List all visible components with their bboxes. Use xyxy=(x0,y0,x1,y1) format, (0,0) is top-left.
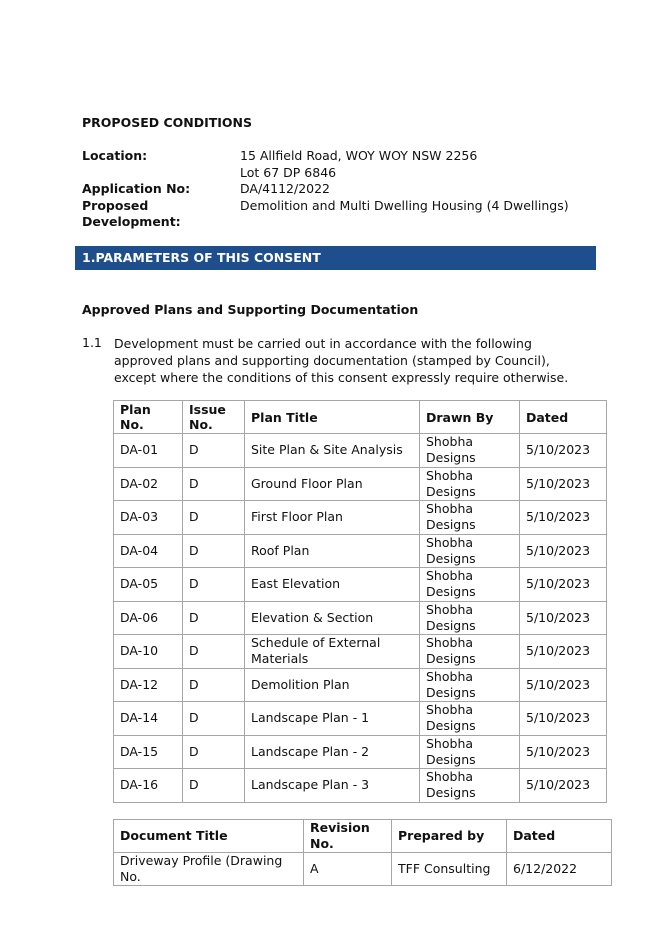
plan-number-cell: DA-01 xyxy=(114,434,183,468)
plan-number-cell: DA-03 xyxy=(114,501,183,535)
dated-cell: 5/10/2023 xyxy=(520,702,607,736)
drawn-by-cell: Shobha Designs xyxy=(420,568,520,602)
dated-cell: 5/10/2023 xyxy=(520,668,607,702)
dated-cell: 5/10/2023 xyxy=(520,635,607,669)
table-row xyxy=(114,568,607,602)
meta-label: Application No: xyxy=(82,181,191,196)
drawn-by-cell: Shobha Designs xyxy=(420,668,520,702)
drawn-by-cell: Shobha Designs xyxy=(420,534,520,568)
meta-row xyxy=(82,148,569,165)
plan-title-cell: Demolition Plan xyxy=(245,668,420,702)
issue-number-cell: D xyxy=(183,735,245,769)
plan-title-cell: Elevation & Section xyxy=(245,601,420,635)
meta-value: Demolition and Multi Dwelling Housing (4 Dwellings) xyxy=(240,197,569,213)
column-header: Prepared by xyxy=(392,820,507,853)
dated-cell: 5/10/2023 xyxy=(520,534,607,568)
table-header-row xyxy=(114,401,607,434)
column-header: Plan No. xyxy=(114,401,183,434)
drawn-by-cell: Shobha Designs xyxy=(420,769,520,803)
table-row xyxy=(114,601,607,635)
issue-number-cell: D xyxy=(183,467,245,501)
table-row xyxy=(114,635,607,669)
meta-row xyxy=(82,198,569,231)
issue-number-cell: D xyxy=(183,702,245,736)
issue-number-cell: D xyxy=(183,501,245,535)
drawn-by-cell: Shobha Designs xyxy=(420,735,520,769)
table-row xyxy=(114,434,607,468)
table-row xyxy=(114,769,607,803)
column-header: Revision No. xyxy=(304,820,392,853)
supporting-documents-table xyxy=(113,819,612,886)
table-body xyxy=(114,434,607,803)
plan-number-cell: DA-04 xyxy=(114,534,183,568)
issue-number-cell: D xyxy=(183,769,245,803)
dated-cell: 5/10/2023 xyxy=(520,568,607,602)
meta-value: Lot 67 DP 6846 xyxy=(240,164,337,180)
plan-number-cell: DA-15 xyxy=(114,735,183,769)
column-header: Dated xyxy=(507,820,612,853)
meta-label xyxy=(82,165,240,182)
table-row xyxy=(114,501,607,535)
table-body xyxy=(114,853,612,886)
meta-value: DA/4112/2022 xyxy=(240,181,331,196)
section-subheading: Approved Plans and Supporting Documentation xyxy=(82,302,419,317)
plan-title-cell: Schedule of External Materials xyxy=(245,635,420,669)
page-heading: PROPOSED CONDITIONS xyxy=(82,115,253,130)
plan-number-cell: DA-16 xyxy=(114,769,183,803)
dated-cell: 5/10/2023 xyxy=(520,601,607,635)
revision-number-cell: A xyxy=(304,853,392,886)
issue-number-cell: D xyxy=(183,601,245,635)
drawn-by-cell: Shobha Designs xyxy=(420,635,520,669)
table-row xyxy=(114,467,607,501)
meta-label: Proposed Development: xyxy=(82,197,181,229)
plan-title-cell: East Elevation xyxy=(245,568,420,602)
plan-title-cell: First Floor Plan xyxy=(245,501,420,535)
document-title-cell: Driveway Profile (Drawing No. xyxy=(114,853,304,886)
table-row xyxy=(114,853,612,886)
table-header-row xyxy=(114,820,612,853)
plan-title-cell: Landscape Plan - 1 xyxy=(245,702,420,736)
drawn-by-cell: Shobha Designs xyxy=(420,501,520,535)
clause-text: Development must be carried out in accordance with the following approved plans and supporting documentation (stamped by Council), except where the conditions of this consent expressly require otherwise. xyxy=(114,336,569,385)
clause-number: 1.1 xyxy=(82,335,102,350)
section-banner: 1.PARAMETERS OF THIS CONSENT xyxy=(75,246,596,270)
issue-number-cell: D xyxy=(183,534,245,568)
plan-title-cell: Ground Floor Plan xyxy=(245,467,420,501)
plan-number-cell: DA-05 xyxy=(114,568,183,602)
issue-number-cell: D xyxy=(183,434,245,468)
plan-number-cell: DA-12 xyxy=(114,668,183,702)
table-row xyxy=(114,735,607,769)
dated-cell: 5/10/2023 xyxy=(520,434,607,468)
dated-cell: 5/10/2023 xyxy=(520,467,607,501)
meta-label: Location: xyxy=(82,148,148,163)
prepared-by-cell: TFF Consulting xyxy=(392,853,507,886)
column-header: Drawn By xyxy=(420,401,520,434)
plan-number-cell: DA-14 xyxy=(114,702,183,736)
drawn-by-cell: Shobha Designs xyxy=(420,467,520,501)
plan-number-cell: DA-10 xyxy=(114,635,183,669)
column-header: Issue No. xyxy=(183,401,245,434)
plan-title-cell: Site Plan & Site Analysis xyxy=(245,434,420,468)
plan-title-cell: Landscape Plan - 3 xyxy=(245,769,420,803)
approved-plans-table xyxy=(113,400,607,803)
plan-number-cell: DA-06 xyxy=(114,601,183,635)
dated-cell: 5/10/2023 xyxy=(520,735,607,769)
drawn-by-cell: Shobha Designs xyxy=(420,434,520,468)
plan-number-cell: DA-02 xyxy=(114,467,183,501)
dated-cell: 6/12/2022 xyxy=(507,853,612,886)
plan-title-cell: Landscape Plan - 2 xyxy=(245,735,420,769)
plan-title-cell: Roof Plan xyxy=(245,534,420,568)
application-details xyxy=(82,148,569,231)
column-header: Plan Title xyxy=(245,401,420,434)
dated-cell: 5/10/2023 xyxy=(520,501,607,535)
table-row xyxy=(114,668,607,702)
meta-value: 15 Allfield Road, WOY WOY NSW 2256 xyxy=(240,148,478,163)
issue-number-cell: D xyxy=(183,668,245,702)
issue-number-cell: D xyxy=(183,635,245,669)
column-header: Dated xyxy=(520,401,607,434)
table-row xyxy=(114,702,607,736)
drawn-by-cell: Shobha Designs xyxy=(420,702,520,736)
meta-row xyxy=(82,181,569,198)
column-header: Document Title xyxy=(114,820,304,853)
table-row xyxy=(114,534,607,568)
drawn-by-cell: Shobha Designs xyxy=(420,601,520,635)
dated-cell: 5/10/2023 xyxy=(520,769,607,803)
meta-row xyxy=(82,165,569,182)
issue-number-cell: D xyxy=(183,568,245,602)
